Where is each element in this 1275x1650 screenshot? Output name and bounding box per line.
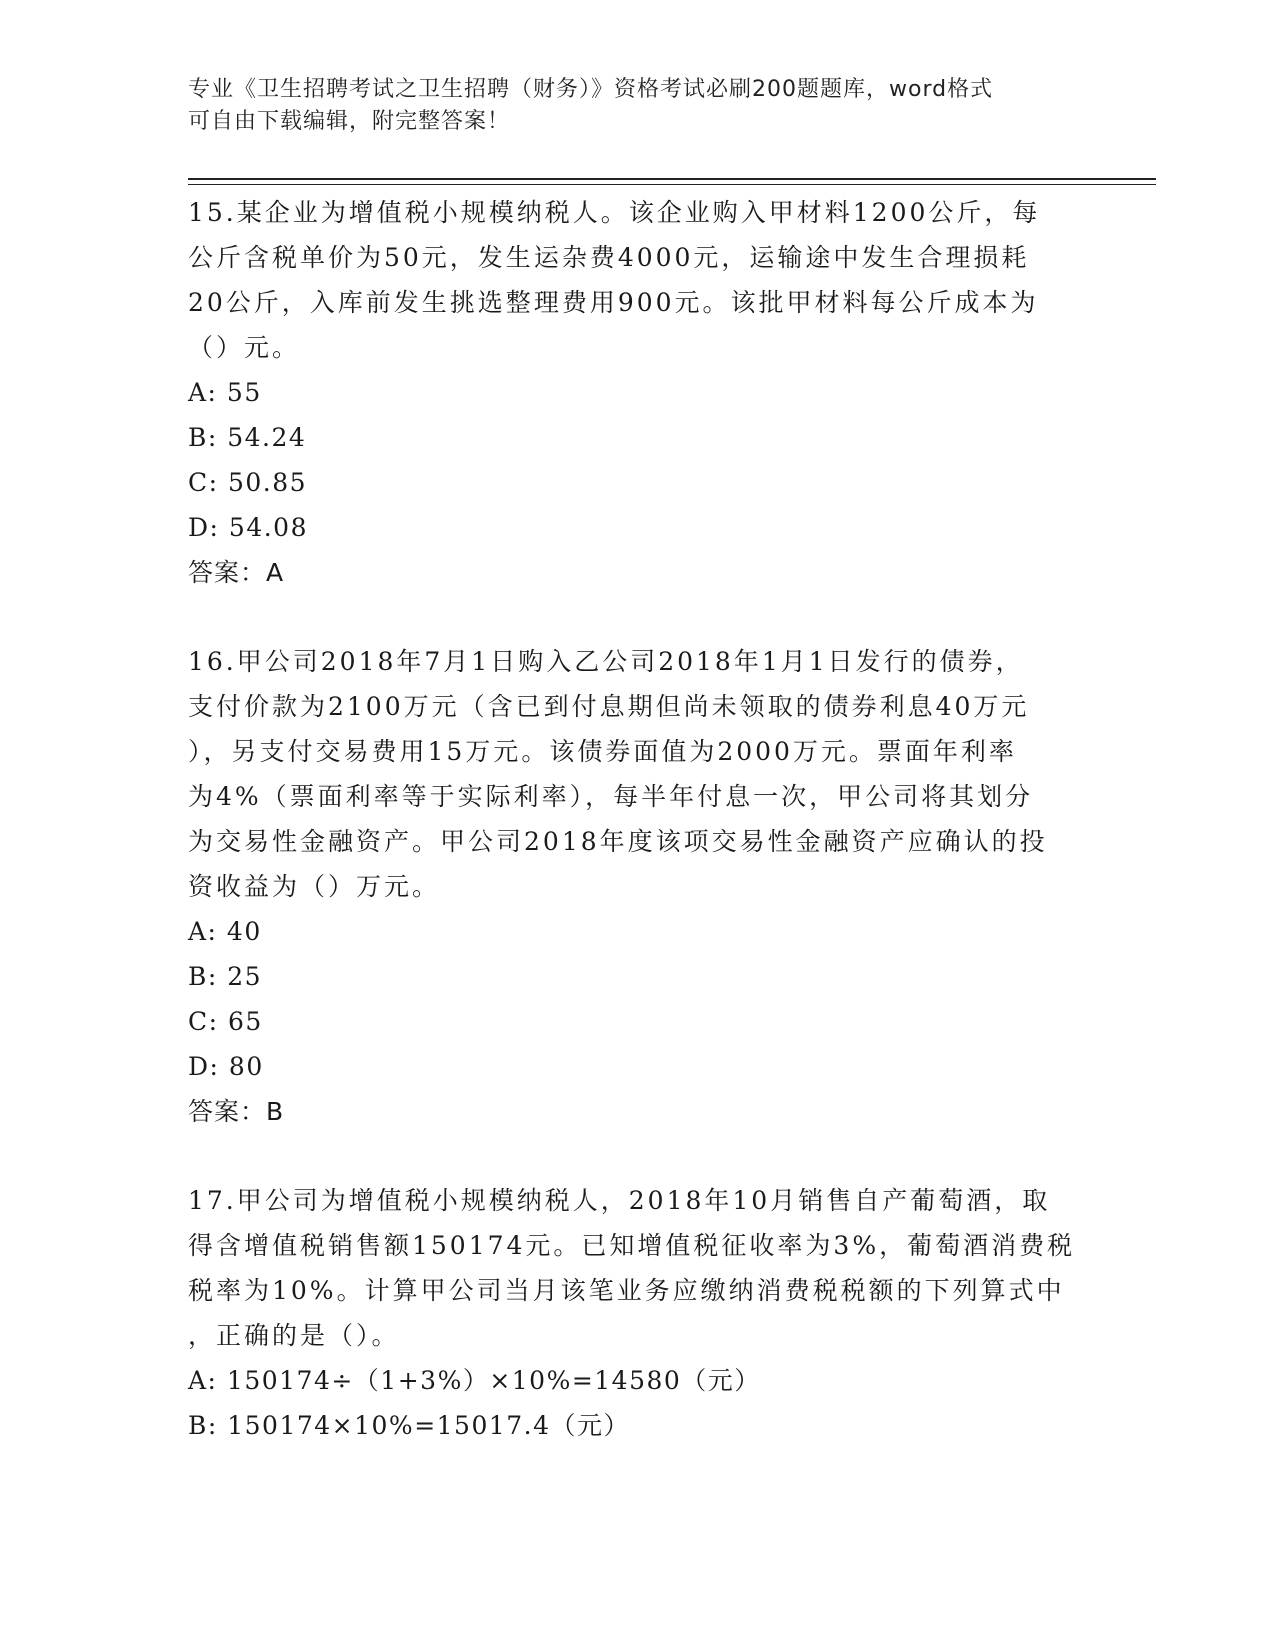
- option-a: A: 40: [188, 917, 262, 946]
- option-b: B: 54.24: [188, 423, 307, 452]
- question-text-line: 税率为10%。计算甲公司当月该笔业务应缴纳消费税税额的下列算式中: [188, 1276, 1065, 1305]
- question-text-line: 为4%（票面利率等于实际利率），每半年付息一次，甲公司将其划分: [188, 782, 1034, 811]
- option-c: C: 65: [188, 1007, 263, 1036]
- question-16: [188, 639, 1088, 1134]
- question-text-line: 为交易性金融资产。甲公司2018年度该项交易性金融资产应确认的投: [188, 827, 1048, 856]
- question-list: [188, 190, 1088, 1492]
- header-line: 可自由下载编辑，附完整答案！: [188, 109, 511, 134]
- header-divider-thick: [188, 178, 1156, 180]
- question-text-line: 20公斤，入库前发生挑选整理费用900元。该批甲材料每公斤成本为: [188, 288, 1039, 317]
- option-c: C: 50.85: [188, 468, 308, 497]
- question-text-line: 16.甲公司2018年7月1日购入乙公司2018年1月1日发行的债券，: [188, 647, 1024, 676]
- question-text-line: 公斤含税单价为50元，发生运杂费4000元，运输途中发生合理损耗: [188, 243, 1030, 272]
- answer-line: 答案：A: [188, 558, 285, 587]
- option-d: D: 80: [188, 1052, 264, 1081]
- option-a: A: 150174÷（1+3%）×10%=14580（元）: [188, 1366, 761, 1395]
- question-17: [188, 1178, 1088, 1448]
- question-text-line: 得含增值税销售额150174元。已知增值税征收率为3%，葡萄酒消费税: [188, 1231, 1076, 1260]
- question-text-line: 资收益为（）万元。: [188, 872, 441, 901]
- answer-line: 答案：B: [188, 1097, 285, 1126]
- question-text-line: ），另支付交易费用15万元。该债券面值为2000万元。票面年利率: [188, 737, 1017, 766]
- question-text-line: （）元。: [188, 333, 301, 362]
- option-a: A: 55: [188, 378, 262, 407]
- question-text-line: ，正确的是（）。: [188, 1321, 400, 1350]
- option-d: D: 54.08: [188, 513, 308, 542]
- question-15: [188, 190, 1088, 595]
- option-b: B: 25: [188, 962, 263, 991]
- header-divider-thin: [188, 184, 1156, 185]
- option-b: B: 150174×10%=15017.4（元）: [188, 1411, 631, 1440]
- document-header: [188, 74, 1068, 138]
- question-text-line: 17.甲公司为增值税小规模纳税人，2018年10月销售自产葡萄酒，取: [188, 1186, 1051, 1215]
- question-text-line: 支付价款为2100万元（含已到付息期但尚未领取的债券利息40万元: [188, 692, 1030, 721]
- question-text-line: 15.某企业为增值税小规模纳税人。该企业购入甲材料1200公斤，每: [188, 198, 1041, 227]
- header-line: 专业《卫生招聘考试之卫生招聘（财务）》资格考试必刷200题题库，word格式: [188, 77, 994, 102]
